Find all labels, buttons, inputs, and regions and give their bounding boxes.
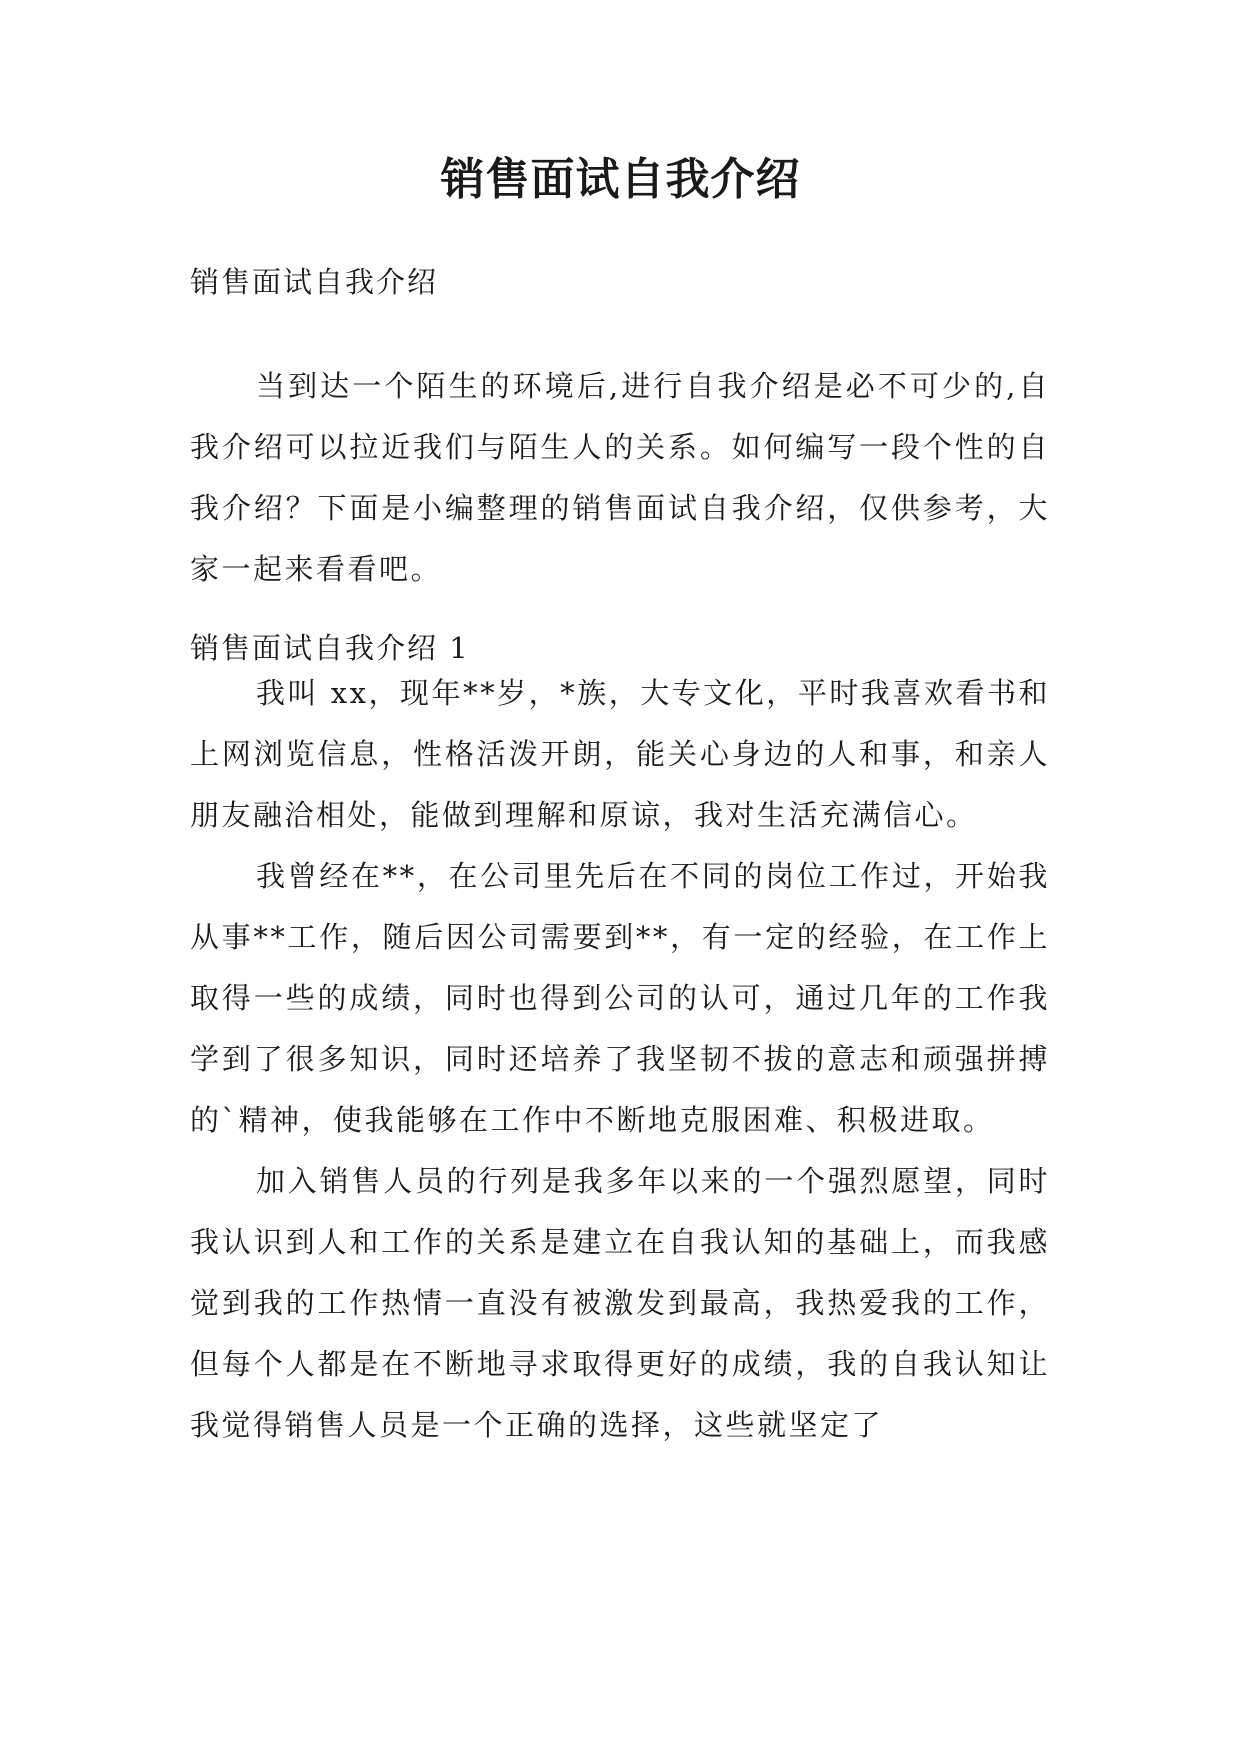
section-1-paragraph-3: 加入销售人员的行列是我多年以来的一个强烈愿望，同时我认识到人和工作的关系是建立在自我认知的基础上，而我感觉到我的工作热情一直没有被激发到最高，我热爱我的工作，但每个人都是在不断地寻求取得更好的成绩，我的自我认知让我觉得销售人员是一个正确的选择，这些就坚定了 (190, 1164, 1050, 1442)
section-1-paragraph-2: 我曾经在**，在公司里先后在不同的岗位工作过，开始我从事**工作，随后因公司需要到**，有一定的经验，在工作上取得一些的成绩，同时也得到公司的认可，通过几年的工作我学到了很多知识，同时还培养了我坚韧不拔的意志和顽强拼搏的`精神，使我能够在工作中不断地克服困难、积极进取。 (190, 859, 1050, 1137)
document-title: 销售面试自我介绍 (440, 154, 801, 205)
section-1-heading: 销售面试自我介绍 1 (190, 631, 470, 665)
section-1-paragraph-1: 我叫 xx，现年**岁，*族，大专文化，平时我喜欢看书和上网浏览信息，性格活泼开朗，能关心身边的人和事，和亲人朋友融洽相处，能做到理解和原谅，我对生活充满信心。 (190, 676, 1050, 832)
subtitle: 销售面试自我介绍 (190, 265, 439, 299)
intro-paragraph: 当到达一个陌生的环境后,进行自我介绍是必不可少的,自我介绍可以拉近我们与陌生人的关系。如何编写一段个性的自我介绍？下面是小编整理的销售面试自我介绍，仅供参考，大家一起来看看吧。 (190, 369, 1050, 586)
